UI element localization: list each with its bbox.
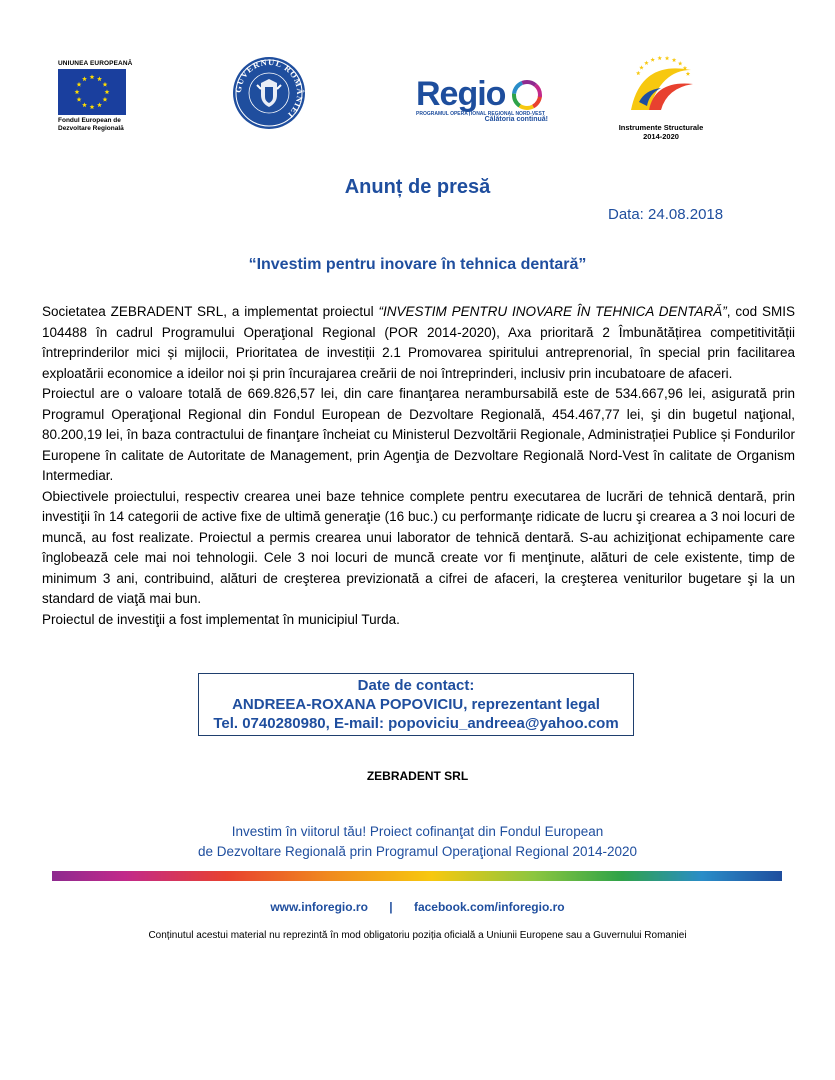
government-seal-icon [231,55,307,131]
is-star-icon [686,71,691,75]
contact-heading: Date de contact: [357,677,475,694]
eu-logo-title: UNIUNEA EUROPEANĂ [58,60,133,67]
is-star-icon [672,58,677,62]
eu-stars-icon [58,69,126,115]
press-release-body [42,302,795,630]
cofinancing-statement [0,822,835,862]
paragraph-1-intro: Societatea ZEBRADENT SRL, a implementat proiectul [42,304,379,319]
contact-box [198,673,634,736]
rainbow-divider [52,871,782,881]
is-star-icon [678,61,683,65]
cofinancing-line1: Investim în viitorul tău! Proiect cofinanţat din Fondul European [231,824,604,839]
facebook-link[interactable]: facebook.com/inforegio.ro [413,900,565,914]
regio-logo-subtitle: PROGRAMUL OPERAȚIONAL REGIONAL NORD-VEST [416,111,545,117]
company-name: ZEBRADENT SRL [366,769,469,783]
eu-sub-line1: Fondul European de [58,117,121,124]
regio-rainbow-icon [512,80,542,110]
paragraph-1 [42,302,795,384]
is-star-icon [665,56,670,60]
regio-logo-word: Regio [416,75,506,113]
contact-person: ANDREEA-ROXANA POPOVICIU, reprezentant legal [232,696,600,713]
is-star-icon [650,57,655,61]
disclaimer-text: Conținutul acestui material nu reprezintă în mod obligatoriu poziția oficială a Uniunii Europene sau a Guvernului Romaniei [148,930,687,941]
government-seal-text: GUVERNUL ROMÂNIEI [232,56,306,121]
structural-instruments-icon [621,50,701,118]
paragraph-4: Proiectul de investiţii a fost implementat în municipiul Turda. [42,611,400,627]
eu-sub-line2: Dezvoltare Regională [58,125,124,132]
cofinancing-line2: de Dezvoltare Regională prin Programul Operaţional Regional 2014-2020 [197,844,638,859]
inforegio-link[interactable]: www.inforegio.ro [270,900,368,914]
is-star-icon [639,65,644,69]
is-star-icon [657,56,662,60]
link-separator: | [389,900,393,914]
instrumente-structurale-logo [602,50,720,140]
page-title: Anunț de presă [344,176,491,198]
eu-flag-icon [58,69,126,115]
contact-phone-email: Tel. 0740280980, E-mail: popoviciu_andreea@yahoo.com [213,715,619,732]
is-star-icon [644,61,649,65]
regio-logo-tagline: Călătoria continuă! [484,116,548,123]
logos-row [0,55,835,145]
footer-links [0,900,835,914]
press-release-date: Data: 24.08.2018 [608,206,724,223]
paragraph-2: Proiectul are o valoare totală de 669.826,57 lei, din care finanţarea nerambursabilă este de 534.667,96 lei, asigurată prin Programul Operaţional Regional din Fondul European de Dezvoltare Regională, 454.467,77 lei, şi din bugetul naţional, 80.200,19 lei, în baza contractului de finanţare încheiat cu Ministerul Dezvoltării Regionale, Administrației Publice și Fondurilor Europene în calitate de Autoritate de Management, prin Agenţia de Dezvoltare Regională Nord-Vest în calitate de Organism Intermediar. [42,386,795,483]
instrumente-structurale-text [602,123,720,141]
eu-logo [58,60,138,133]
project-subtitle: “Investim pentru inovare în tehnica dentară” [248,256,587,273]
is-line2: 2014-2020 [643,132,679,141]
paragraph-1-rest: , cod SMIS 104488 în cadrul Programului Operaţional Regional (POR 2014-2020), Axa prioritară 2 Îmbunătățirea competitivității întreprinderilor mici și mijlocii, Prioritatea de investiții 2.1 Promovarea spiritului antreprenorial, în special prin facilitarea exploatării economice a ideilor noi și prin încurajarea creării de noi întreprinderi, inclusiv prin incubatoare de afaceri. [42,304,796,381]
paragraph-3: Obiectivele proiectului, respectiv crearea unei baze tehnice complete pentru executarea de lucrări de tehnică dentară, prin investiţii în 14 categorii de active fixe de ultimă generaţie (16 buc.) cu performanţe ridicate de lucru şi crearea a 3 noi locuri de muncă, au fost realizate. Proiectul a permis crearea unui laborator de tehnică dentară. S-au achiziţionat echipamente care înglobează cele mai noi tehnologii. Cele 3 noi locuri de muncă create vor fi menţinute, alături de cele existente, timp de minimum 3 ani, contribuind, alături de creşterea previzionată a cifrei de afaceri, la creşterea veniturilor bugetare şi la un standard de viaţă mai bun. [42,488,795,606]
is-line1: Instrumente Structurale [618,123,704,132]
project-name-italic: “INVESTIM PENTRU INOVARE ÎN TEHNICA DENTARĂ” [378,304,727,319]
regio-logo [416,77,548,127]
is-star-icon [636,71,641,75]
government-seal-logo [231,55,307,131]
eu-logo-subtitle [58,117,138,133]
